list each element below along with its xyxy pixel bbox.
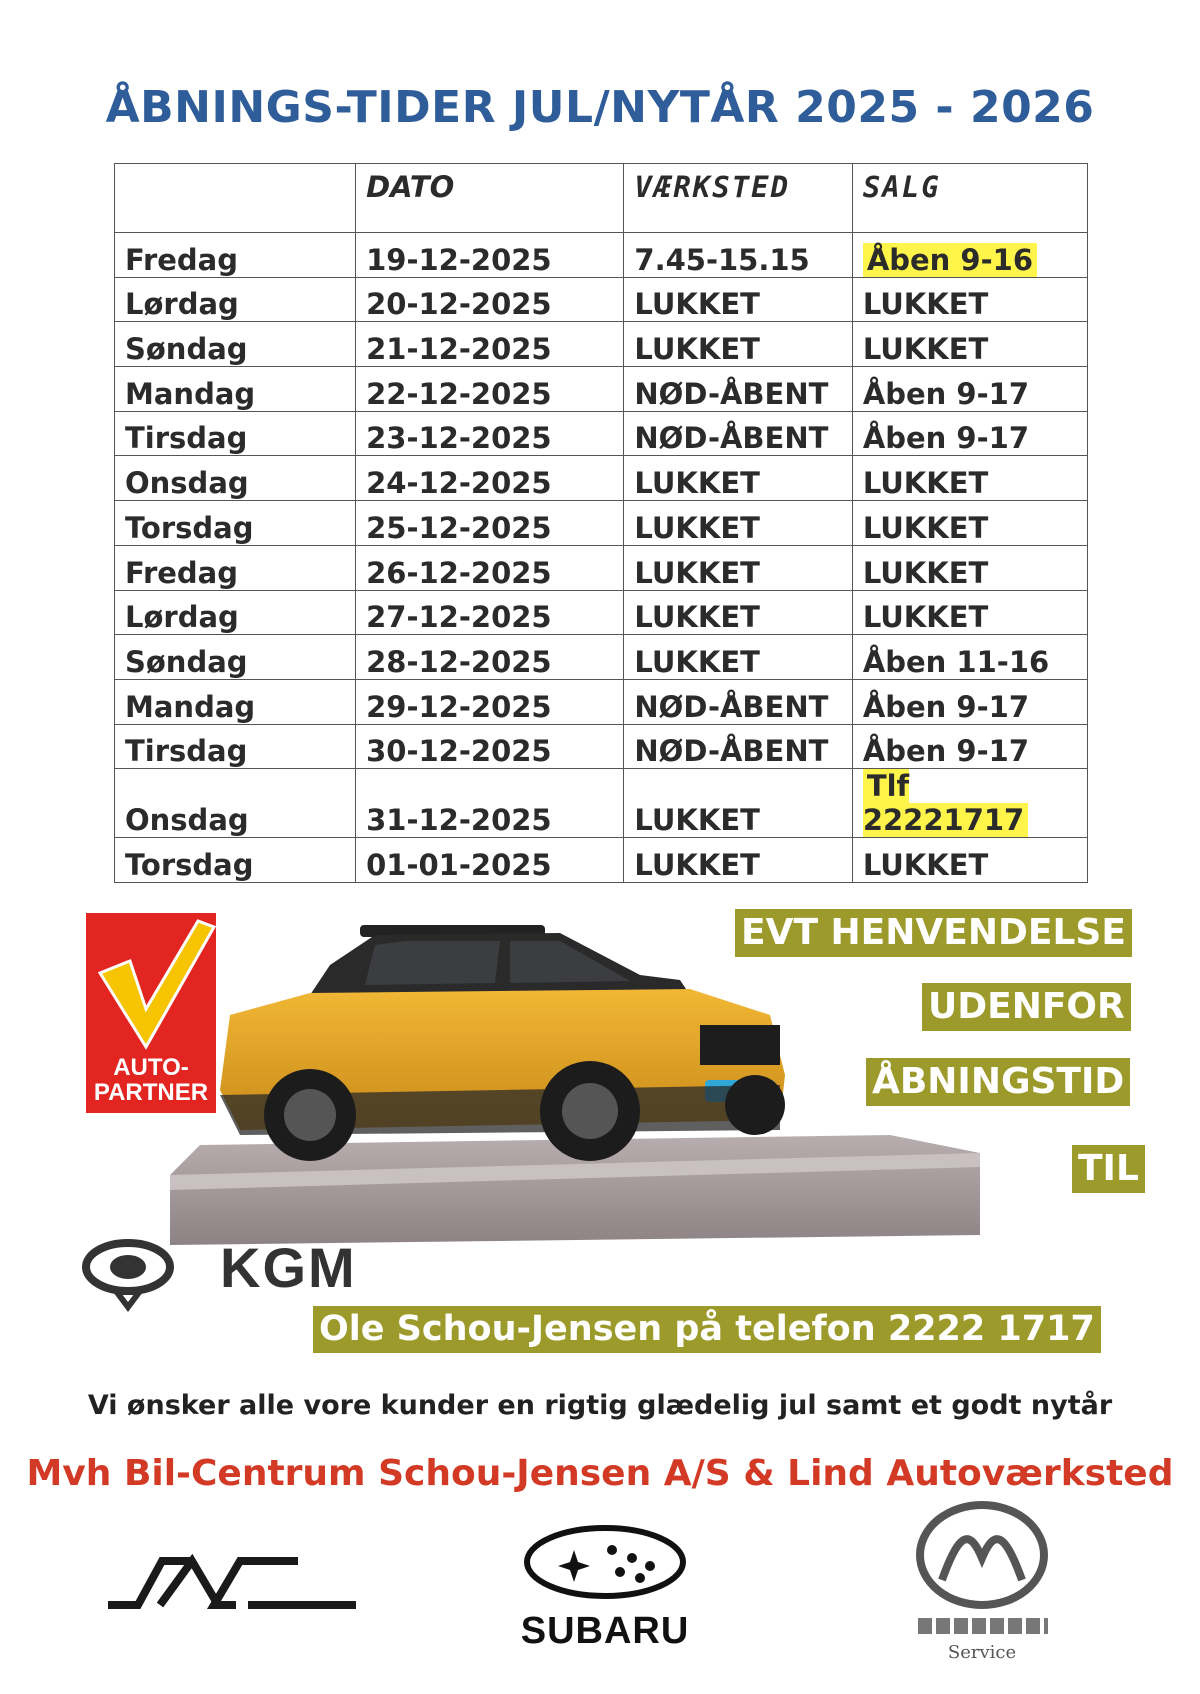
cell-sales: LUKKET bbox=[852, 590, 1087, 635]
cell-day: Onsdag bbox=[115, 769, 356, 838]
cell-workshop: LUKKET bbox=[624, 590, 852, 635]
cell-workshop: NØD-ÅBENT bbox=[624, 411, 852, 456]
table-row bbox=[115, 590, 1088, 635]
cell-date: 31-12-2025 bbox=[356, 769, 624, 838]
table-row bbox=[115, 545, 1088, 590]
table-row bbox=[115, 411, 1088, 456]
callout-line-2: UDENFOR bbox=[922, 983, 1131, 1031]
table-row bbox=[115, 501, 1088, 546]
cell-date: 26-12-2025 bbox=[356, 545, 624, 590]
cell-date: 21-12-2025 bbox=[356, 322, 624, 367]
cell-day: Torsdag bbox=[115, 501, 356, 546]
cell-day: Søndag bbox=[115, 322, 356, 367]
table-row bbox=[115, 367, 1088, 412]
cell-sales: Åben 11-16 bbox=[852, 635, 1087, 680]
subaru-logo bbox=[500, 1522, 710, 1652]
header-sales: SALG bbox=[852, 164, 1087, 233]
subaru-stars-icon bbox=[500, 1522, 710, 1600]
cell-workshop: LUKKET bbox=[624, 838, 852, 883]
cell-workshop: LUKKET bbox=[624, 277, 852, 322]
cell-date: 20-12-2025 bbox=[356, 277, 624, 322]
header-date: DATO bbox=[356, 164, 624, 233]
highlighted-value: Tlf 22221717 bbox=[863, 769, 1028, 837]
table-row bbox=[115, 769, 1088, 838]
callout-line-4: TIL bbox=[1072, 1145, 1145, 1193]
cell-date: 19-12-2025 bbox=[356, 233, 624, 278]
mazda-logo bbox=[900, 1500, 1070, 1675]
cell-day: Fredag bbox=[115, 233, 356, 278]
cell-workshop: LUKKET bbox=[624, 545, 852, 590]
signature-text: Mvh Bil-Centrum Schou-Jensen A/S & Lind Autoværksted bbox=[26, 1453, 1174, 1494]
schedule-body bbox=[115, 233, 1088, 883]
cell-day: Tirsdag bbox=[115, 724, 356, 769]
cell-sales: Åben 9-17 bbox=[852, 411, 1087, 456]
cell-date: 22-12-2025 bbox=[356, 367, 624, 412]
cell-date: 25-12-2025 bbox=[356, 501, 624, 546]
table-header-row bbox=[115, 164, 1088, 233]
cell-sales: Åben 9-17 bbox=[852, 679, 1087, 724]
cell-workshop: LUKKET bbox=[624, 635, 852, 680]
table-row bbox=[115, 724, 1088, 769]
schedule-table bbox=[114, 163, 1088, 883]
cell-workshop: NØD-ÅBENT bbox=[624, 679, 852, 724]
cell-workshop: LUKKET bbox=[624, 456, 852, 501]
page-title: ÅBNINGS-TIDER JUL/NYTÅR 2025 - 2026 bbox=[105, 82, 1095, 133]
table-row bbox=[115, 838, 1088, 883]
kgm-logo-text: KGM bbox=[220, 1236, 357, 1299]
cell-day: Torsdag bbox=[115, 838, 356, 883]
header-day bbox=[115, 164, 356, 233]
cell-date: 01-01-2025 bbox=[356, 838, 624, 883]
callout-line-3: ÅBNINGSTID bbox=[866, 1058, 1130, 1106]
table-row bbox=[115, 233, 1088, 278]
cell-sales: LUKKET bbox=[852, 277, 1087, 322]
subaru-logo-text: SUBARU bbox=[520, 1610, 690, 1652]
cell-day: Mandag bbox=[115, 679, 356, 724]
cell-day: Lørdag bbox=[115, 277, 356, 322]
cell-day: Mandag bbox=[115, 367, 356, 412]
table-row bbox=[115, 679, 1088, 724]
cell-workshop: LUKKET bbox=[624, 501, 852, 546]
cell-day: Tirsdag bbox=[115, 411, 356, 456]
cell-sales: LUKKET bbox=[852, 838, 1087, 883]
cell-workshop: LUKKET bbox=[624, 769, 852, 838]
cell-sales bbox=[852, 769, 1087, 838]
callout-line-1: EVT HENVENDELSE bbox=[735, 909, 1132, 957]
header-workshop: VÆRKSTED bbox=[624, 164, 852, 233]
mazda-wordmark bbox=[918, 1618, 1048, 1634]
cell-day: Lørdag bbox=[115, 590, 356, 635]
cell-day: Onsdag bbox=[115, 456, 356, 501]
greeting-text: Vi ønsker alle vore kunder en rigtig glædelig jul samt et godt nytår bbox=[87, 1390, 1113, 1421]
mazda-emblem-icon bbox=[900, 1500, 1070, 1610]
cell-sales: Åben 9-17 bbox=[852, 724, 1087, 769]
table-row bbox=[115, 322, 1088, 367]
cell-date: 28-12-2025 bbox=[356, 635, 624, 680]
mazda-service-text: Service bbox=[947, 1642, 1017, 1663]
cell-workshop: NØD-ÅBENT bbox=[624, 367, 852, 412]
cell-sales: LUKKET bbox=[852, 456, 1087, 501]
table-row bbox=[115, 456, 1088, 501]
cell-date: 24-12-2025 bbox=[356, 456, 624, 501]
cell-sales bbox=[852, 233, 1087, 278]
cell-sales: Åben 9-17 bbox=[852, 367, 1087, 412]
cell-date: 27-12-2025 bbox=[356, 590, 624, 635]
cell-workshop: 7.45-15.15 bbox=[624, 233, 852, 278]
callout-contact: Ole Schou-Jensen på telefon 2222 1717 bbox=[313, 1306, 1101, 1353]
cell-workshop: LUKKET bbox=[624, 322, 852, 367]
kgm-logo bbox=[80, 1235, 440, 1315]
table-row bbox=[115, 635, 1088, 680]
jac-logo bbox=[98, 1553, 368, 1613]
cell-date: 23-12-2025 bbox=[356, 411, 624, 456]
jac-logo-mark-icon bbox=[98, 1553, 368, 1613]
autopartner-logo-text: AUTO- PARTNER bbox=[93, 1054, 209, 1106]
cell-sales: LUKKET bbox=[852, 501, 1087, 546]
cell-day: Søndag bbox=[115, 635, 356, 680]
cell-workshop: NØD-ÅBENT bbox=[624, 724, 852, 769]
highlighted-value: Åben 9-16 bbox=[863, 243, 1037, 277]
cell-sales: LUKKET bbox=[852, 322, 1087, 367]
cell-day: Fredag bbox=[115, 545, 356, 590]
table-row bbox=[115, 277, 1088, 322]
cell-date: 30-12-2025 bbox=[356, 724, 624, 769]
cell-sales: LUKKET bbox=[852, 545, 1087, 590]
cell-date: 29-12-2025 bbox=[356, 679, 624, 724]
